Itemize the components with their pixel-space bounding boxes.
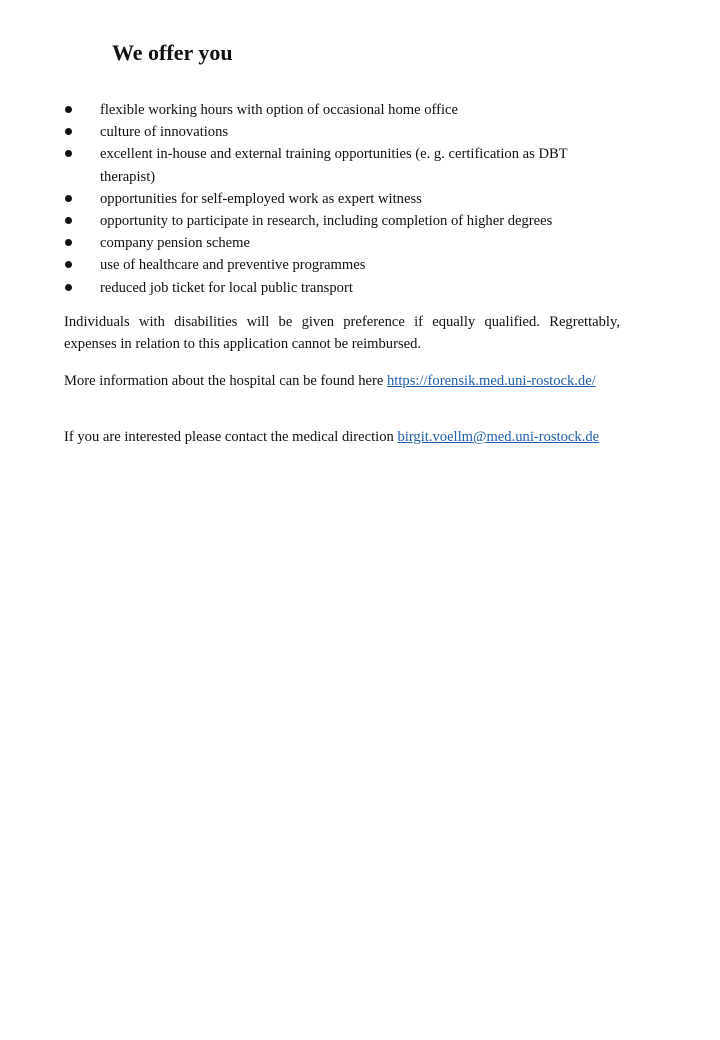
contact-email-link[interactable]: birgit.voellm@med.uni-rostock.de (397, 429, 600, 445)
disability-note: Individuals with disabilities will be given preference if equally qualified. Regrettably, expenses in relation to this application cannot be reimbursed. (64, 314, 620, 353)
benefit-text: flexible working hours with option of occasional home office (100, 102, 459, 118)
benefit-text: use of healthcare and preventive programmes (100, 257, 366, 274)
bullet-icon (65, 239, 72, 246)
more-info-paragraph (64, 370, 620, 392)
list-item (64, 143, 620, 187)
hospital-website-link[interactable]: https://forensik.med.uni-rostock.de/ (387, 373, 596, 389)
list-item (64, 232, 620, 254)
bullet-icon (65, 284, 72, 291)
list-item (64, 277, 620, 299)
bullet-icon (65, 261, 72, 268)
more-info-text: More information about the hospital can be found here (64, 373, 387, 389)
bullet-icon (65, 195, 72, 202)
benefit-text: opportunities for self-employed work as expert witness (100, 190, 422, 207)
benefit-text: opportunity to participate in research, including completion of higher degrees (100, 213, 553, 230)
benefit-text: company pension scheme (100, 235, 250, 252)
benefit-text: culture of innovations (100, 124, 229, 141)
benefits-list (64, 99, 620, 299)
bullet-icon (65, 128, 72, 135)
bullet-icon (65, 150, 72, 157)
list-item (64, 210, 620, 232)
contact-paragraph (64, 426, 620, 448)
bullet-icon (65, 217, 72, 224)
bullet-icon (65, 106, 72, 113)
list-item (64, 121, 620, 143)
benefit-text: excellent in-house and external training opportunities (e. g. certification as DBT therapist) (100, 146, 568, 185)
list-item (64, 99, 620, 121)
page-heading: We offer you (112, 40, 233, 65)
benefit-text: reduced job ticket for local public transport (100, 279, 353, 296)
contact-text: If you are interested please contact the medical direction (64, 429, 398, 445)
list-item (64, 254, 620, 276)
list-item (64, 188, 620, 210)
